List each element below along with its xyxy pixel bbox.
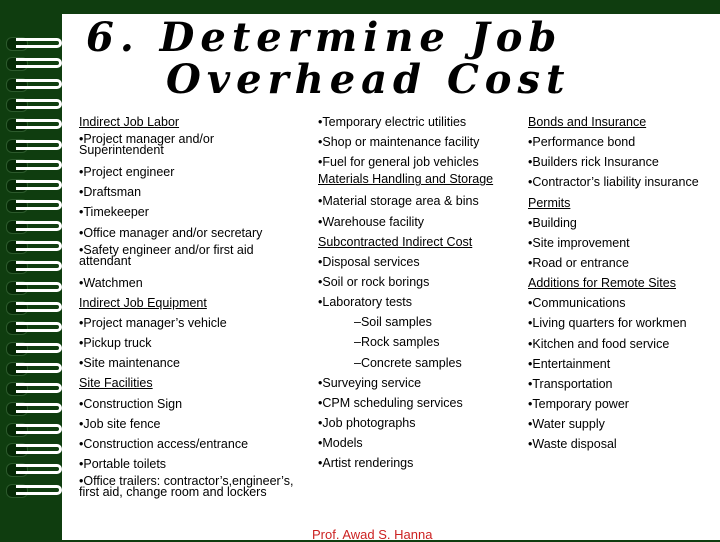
binding-ring — [6, 481, 62, 499]
binding-wire — [16, 444, 62, 454]
binding-ring — [6, 115, 62, 133]
section-heading: Bonds and Insurance — [528, 115, 647, 129]
section-heading: Indirect Job Equipment — [79, 295, 207, 310]
list-item: •Draftsman — [79, 185, 142, 200]
binding-ring — [6, 359, 62, 377]
list-item: •Pickup truck — [79, 336, 152, 351]
binding-ring — [6, 440, 62, 458]
binding-ring — [6, 399, 62, 417]
binding-ring — [6, 156, 62, 174]
binding-ring — [6, 420, 62, 438]
list-item: •Disposal services — [318, 254, 420, 269]
column-middle — [318, 114, 518, 475]
spiral-binding — [0, 0, 62, 540]
binding-wire — [16, 424, 62, 434]
list-item: •Safety engineer and/or first aid attendant — [79, 242, 254, 268]
section-heading: Additions for Remote Sites — [528, 276, 676, 291]
binding-wire — [16, 343, 62, 353]
binding-ring — [6, 298, 62, 316]
binding-ring — [6, 257, 62, 275]
list-item: •Communications — [528, 296, 626, 311]
binding-ring — [6, 34, 62, 52]
binding-wire — [16, 140, 62, 150]
binding-ring — [6, 339, 62, 357]
list-item: •Transportation — [528, 376, 613, 391]
list-item: •Building — [528, 215, 577, 230]
list-item: •Builders rick Insurance — [528, 155, 659, 170]
binding-wire — [16, 363, 62, 373]
list-item: •CPM scheduling services — [318, 395, 463, 410]
section-heading: Site Facilities — [79, 376, 153, 391]
binding-wire — [16, 200, 62, 210]
list-subitem: –Rock samples — [354, 335, 440, 350]
binding-wire — [16, 160, 62, 170]
list-item: •Temporary electric utilities — [318, 115, 467, 129]
section-heading: Indirect Job Labor — [79, 115, 180, 129]
list-item: •Office manager and/or secretary — [79, 225, 263, 240]
list-item: •Construction Sign — [79, 396, 183, 411]
list-item: •Temporary power — [528, 396, 629, 411]
list-item: •Artist renderings — [318, 456, 414, 471]
binding-wire — [16, 485, 62, 495]
slide-title — [86, 14, 720, 103]
title-line-2: Overhead Cost — [166, 56, 571, 103]
binding-ring — [6, 278, 62, 296]
binding-wire — [16, 282, 62, 292]
list-item: •Laboratory tests — [318, 295, 413, 310]
list-item: •Timekeeper — [79, 205, 149, 220]
binding-ring — [6, 54, 62, 72]
slide-page — [62, 14, 720, 540]
binding-ring — [6, 460, 62, 478]
binding-wire — [16, 464, 62, 474]
list-subitem: –Soil samples — [354, 315, 432, 330]
list-subitem: –Concrete samples — [354, 355, 462, 370]
list-item: •Water supply — [528, 417, 605, 432]
list-item: •Contractor’s liability insurance — [528, 175, 699, 190]
list-item: •Watchmen — [79, 275, 143, 290]
list-item: •Project manager and/or Superintendent — [79, 132, 215, 158]
section-heading: Permits — [528, 195, 571, 210]
list-item: •Surveying service — [318, 375, 422, 390]
binding-ring — [6, 318, 62, 336]
list-item: •Living quarters for workmen — [528, 316, 687, 331]
list-item: •Job photographs — [318, 415, 416, 430]
list-item: •Models — [318, 436, 363, 451]
binding-wire — [16, 79, 62, 89]
binding-wire — [16, 38, 62, 48]
binding-ring — [6, 75, 62, 93]
column-left — [79, 114, 299, 504]
list-item: •Site improvement — [528, 235, 630, 250]
list-item: •Material storage area & bins — [318, 194, 479, 209]
footer-credit: Prof. Awad S. Hanna — [312, 527, 433, 542]
binding-wire — [16, 99, 62, 109]
list-item: •Performance bond — [528, 135, 636, 150]
binding-wire — [16, 322, 62, 332]
list-item: •Office trailers: contractor’s,engineer’s, first aid, change room and lockers — [79, 474, 294, 500]
binding-wire — [16, 180, 62, 190]
section-heading: Materials Handling and Storage — [318, 172, 494, 187]
list-item: •Shop or maintenance facility — [318, 135, 480, 150]
binding-wire — [16, 403, 62, 413]
list-item: •Fuel for general job vehicles — [318, 155, 479, 170]
title-line-1: 6. Determine Job — [86, 14, 563, 61]
binding-ring — [6, 196, 62, 214]
binding-ring — [6, 237, 62, 255]
column-right — [528, 114, 720, 456]
list-item: •Construction access/entrance — [79, 436, 249, 451]
section-heading: Subcontracted Indirect Cost — [318, 234, 473, 249]
list-item: •Warehouse facility — [318, 214, 425, 229]
binding-wire — [16, 383, 62, 393]
list-item: •Project engineer — [79, 165, 175, 180]
binding-wire — [16, 241, 62, 251]
binding-wire — [16, 302, 62, 312]
binding-wire — [16, 119, 62, 129]
binding-ring — [6, 176, 62, 194]
list-item: •Job site fence — [79, 416, 161, 431]
binding-ring — [6, 136, 62, 154]
binding-wire — [16, 58, 62, 68]
list-item: •Entertainment — [528, 356, 611, 371]
list-item: •Waste disposal — [528, 437, 617, 452]
list-item: •Portable toilets — [79, 456, 167, 471]
list-item: •Road or entrance — [528, 255, 629, 270]
list-item: •Site maintenance — [79, 356, 180, 371]
list-item: •Soil or rock borings — [318, 274, 430, 289]
binding-ring — [6, 95, 62, 113]
binding-wire — [16, 261, 62, 271]
binding-wire — [16, 221, 62, 231]
list-item: •Kitchen and food service — [528, 336, 670, 351]
list-item: •Project manager’s vehicle — [79, 315, 227, 330]
binding-ring — [6, 217, 62, 235]
binding-ring — [6, 379, 62, 397]
